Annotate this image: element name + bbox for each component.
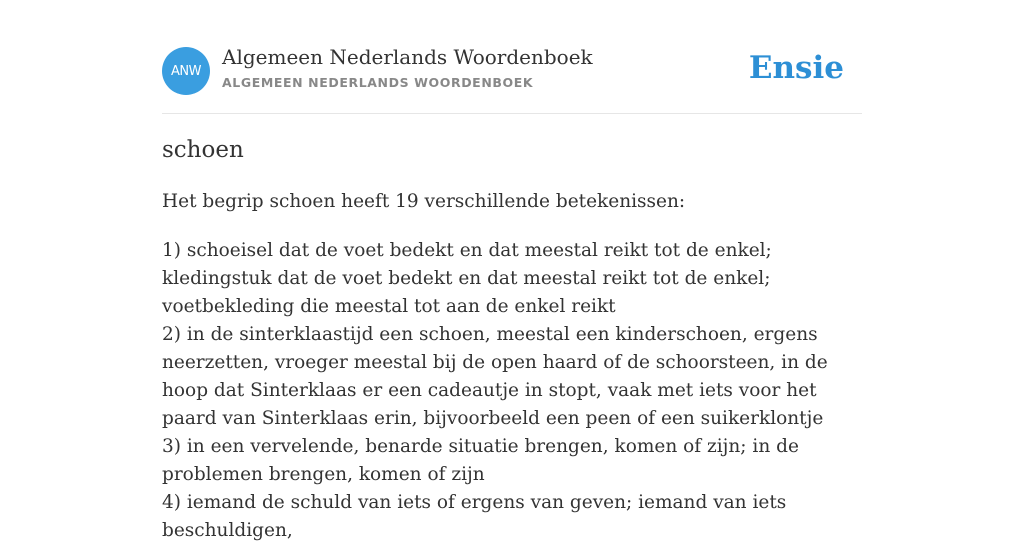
definition-item: 2) in de sinterklaastijd een schoen, meestal een kinderschoen, ergens neerzetten, vroeger meestal bij de open haard of de schoorsteen, in de hoop dat Sinterklaas er een cadeautje in stopt, vaak met iets voor het paard van Sinterklaas erin, bijvoorbeeld een peen of een suikerklontje	[162, 324, 828, 429]
entry-intro: Het begrip schoen heeft 19 verschillende betekenissen:	[162, 191, 686, 212]
definition-item: 1) schoeisel dat de voet bedekt en dat meestal reikt tot de enkel; kledingstuk dat de voet bedekt en dat meestal reikt tot de enkel; voetbekleding die meestal tot aan de enkel reikt	[162, 240, 772, 317]
page	[162, 0, 862, 541]
site-title[interactable]: Algemeen Nederlands Woordenboek	[222, 45, 593, 69]
anw-logo[interactable]: ANW	[162, 47, 210, 95]
ensie-logo[interactable]: Ensie	[748, 50, 844, 86]
definition-item: 4) iemand de schuld van iets of ergens van geven; iemand van iets beschuldigen,	[162, 492, 787, 541]
site-subtitle: ALGEMEEN NEDERLANDS WOORDENBOEK	[222, 75, 534, 90]
definition-list	[162, 237, 862, 545]
entry-term: schoen	[162, 137, 244, 163]
site-header	[162, 0, 862, 114]
definition-item: 3) in een vervelende, benarde situatie brengen, komen of zijn; in de problemen brengen, komen of zijn	[162, 436, 799, 485]
